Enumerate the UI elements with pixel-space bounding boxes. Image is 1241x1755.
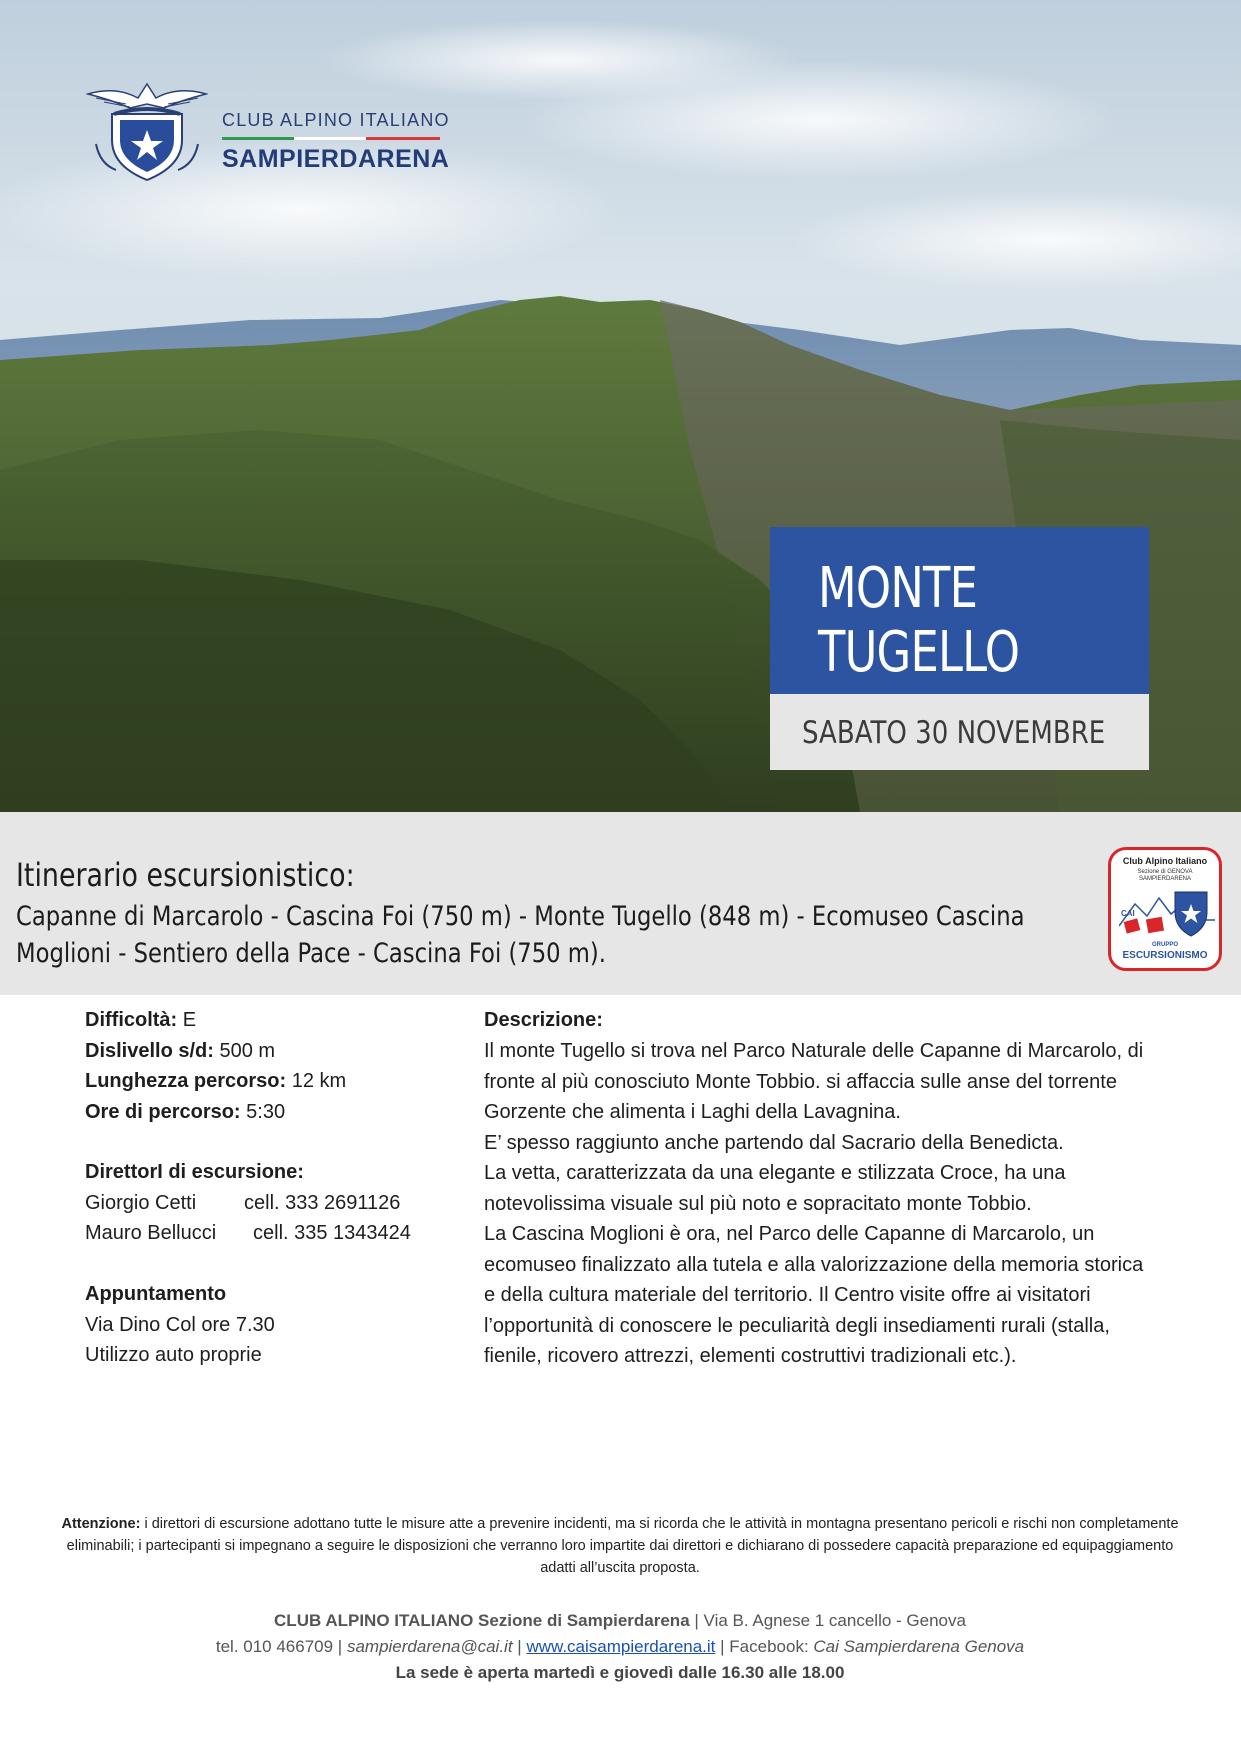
warning-note bbox=[60, 1513, 1180, 1579]
itinerary-band bbox=[0, 812, 1241, 995]
elevation-value: 500 m bbox=[219, 1039, 276, 1062]
logo-club-name: CLUB ALPINO ITALIANO bbox=[222, 110, 450, 130]
event-title-line2: TUGELLO bbox=[818, 620, 1020, 685]
event-date: SABATO 30 NOVEMBRE bbox=[802, 715, 1106, 751]
cai-eagle-emblem-icon bbox=[86, 74, 208, 184]
difficulty-value: E bbox=[182, 1009, 197, 1031]
meeting-heading-text: Appuntamento bbox=[85, 1283, 227, 1305]
difficulty-row bbox=[85, 1005, 196, 1036]
meeting-line2: Utilizzo auto proprie bbox=[85, 1344, 262, 1366]
badge-section-line1: Sezione di GENOVA bbox=[1137, 869, 1193, 875]
footer-facebook-link[interactable]: Cai Sampierdarena Genova bbox=[813, 1637, 1025, 1656]
footer bbox=[60, 1608, 1180, 1686]
length-label: Lunghezza percorso: bbox=[85, 1070, 287, 1092]
elevation-label: Dislivello s/d: bbox=[85, 1039, 214, 1062]
badge-section bbox=[1111, 869, 1219, 883]
directors-heading bbox=[85, 1157, 304, 1188]
director-name: Giorgio Cetti bbox=[85, 1191, 197, 1214]
footer-line1: CLUB ALPINO ITALIANO Sezione di Sampierdarena | Via B. Agnese 1 cancello - Genova bbox=[274, 1611, 966, 1630]
itinerary-heading: Itinerario escursionistico: bbox=[16, 856, 355, 894]
footer-email-link[interactable]: sampierdarena@cai.it bbox=[346, 1637, 513, 1656]
itinerary-route: Capanne di Marcarolo - Cascina Foi (750 m) - Monte Tugello (848 m) - Ecomuseo Cascina Moglioni - Sentiero della Pace - Cascina Foi (750 m). bbox=[16, 901, 1025, 969]
badge-escursionismo: ESCURSIONISMO bbox=[1122, 950, 1208, 961]
description-text bbox=[484, 1036, 1144, 1372]
description-heading-text: Descrizione: bbox=[484, 1009, 603, 1031]
time-row bbox=[85, 1097, 285, 1128]
description-paragraph: Il monte Tugello si trova nel Parco Naturale delle Capanne di Marcarolo, di fronte al più conosciuto Monte Tobbio. si affaccia sulle anse del torrente Gorzente che alimenta i Laghi della Lavagnina. bbox=[484, 1040, 1144, 1123]
footer-org: CLUB ALPINO ITALIANO Sezione di Sampierdarena bbox=[274, 1611, 690, 1630]
director-phone: cell. 333 2691126 bbox=[244, 1191, 401, 1214]
footer-line2: tel. 010 466709 | sampierdarena@cai.it | www.caisampierdarena.it | Facebook: Cai Sampierdarena Genova bbox=[215, 1637, 1025, 1656]
description-paragraph: E’ spesso raggiunto anche partendo dal Sacrario della Benedicta. bbox=[484, 1131, 1064, 1154]
meeting-line1: Via Dino Col ore 7.30 bbox=[85, 1313, 275, 1336]
event-title-line1: MONTE bbox=[818, 556, 978, 621]
event-date-box bbox=[770, 694, 1149, 770]
event-title-box bbox=[770, 527, 1149, 694]
italian-flag-stripe bbox=[222, 137, 440, 140]
description-heading bbox=[484, 1005, 603, 1036]
director-phone: cell. 335 1343424 bbox=[253, 1222, 411, 1244]
time-value: 5:30 bbox=[246, 1100, 286, 1123]
badge-section-line2: SAMPIERDARENA bbox=[1138, 876, 1191, 882]
badge-title: Club Alpino Italiano bbox=[1122, 856, 1208, 866]
warning-text: i direttori di escursione adottano tutte le misure atte a prevenire incidenti, ma si ricorda che le attività in montagna presentano pericoli e rischi non completamente eliminabili; i partecipanti si impegnano a seguire le disposizioni che verranno loro impartite dai direttori e dichiarano di possedere capacità preparazione ed equipaggiamento adatti all’uscita proposta. bbox=[66, 1516, 1179, 1576]
time-label: Ore di percorso: bbox=[85, 1100, 241, 1123]
length-row bbox=[85, 1066, 346, 1097]
meeting-heading bbox=[85, 1279, 226, 1310]
cai-logo bbox=[86, 74, 466, 184]
badge-cai-text: CAI bbox=[1121, 909, 1135, 918]
directors-heading-text: DirettorI di escursione: bbox=[85, 1161, 304, 1183]
hero-photo bbox=[0, 0, 1241, 812]
footer-website-link[interactable]: www.caisampierdarena.it bbox=[526, 1637, 716, 1656]
description-column bbox=[484, 1005, 1144, 1485]
description-paragraph: La Cascina Moglioni è ora, nel Parco delle Capanne di Marcarolo, un ecomuseo finalizzato alla tutela e alla valorizzazione della memoria storica e della cultura materiale del territorio. Il Centro visite offre ai visitatori l’opportunità di conoscere le peculiarità degli insediamenti rurali (stalla, fienile, ricovero attrezzi, elementi costruttivi tradizionali etc.). bbox=[484, 1223, 1144, 1367]
description-paragraph: La vetta, caratterizzata da una elegante e stilizzata Croce, ha una notevolissima visuale sul più noto e sopracitato monte Tobbio. bbox=[484, 1162, 1066, 1215]
warning-label: Attenzione: bbox=[61, 1516, 141, 1532]
director-name: Mauro Bellucci bbox=[85, 1222, 217, 1244]
length-value: 12 km bbox=[291, 1070, 347, 1092]
difficulty-label: Difficoltà: bbox=[85, 1009, 178, 1031]
footer-hours: La sede è aperta martedì e giovedì dalle 16.30 alle 18.00 bbox=[395, 1663, 845, 1682]
gruppo-escursionismo-badge bbox=[1108, 847, 1222, 971]
details-column bbox=[85, 1005, 465, 1405]
footer-phone: tel. 010 466709 bbox=[215, 1637, 334, 1656]
badge-gruppo: GRUPPO bbox=[1151, 942, 1178, 948]
badge-mountain-icon bbox=[1119, 886, 1215, 940]
elevation-row bbox=[85, 1036, 275, 1067]
footer-facebook-label: Facebook: bbox=[729, 1637, 809, 1656]
logo-section-name: SAMPIERDARENA bbox=[222, 145, 450, 173]
footer-address: Via B. Agnese 1 cancello - Genova bbox=[703, 1611, 966, 1630]
